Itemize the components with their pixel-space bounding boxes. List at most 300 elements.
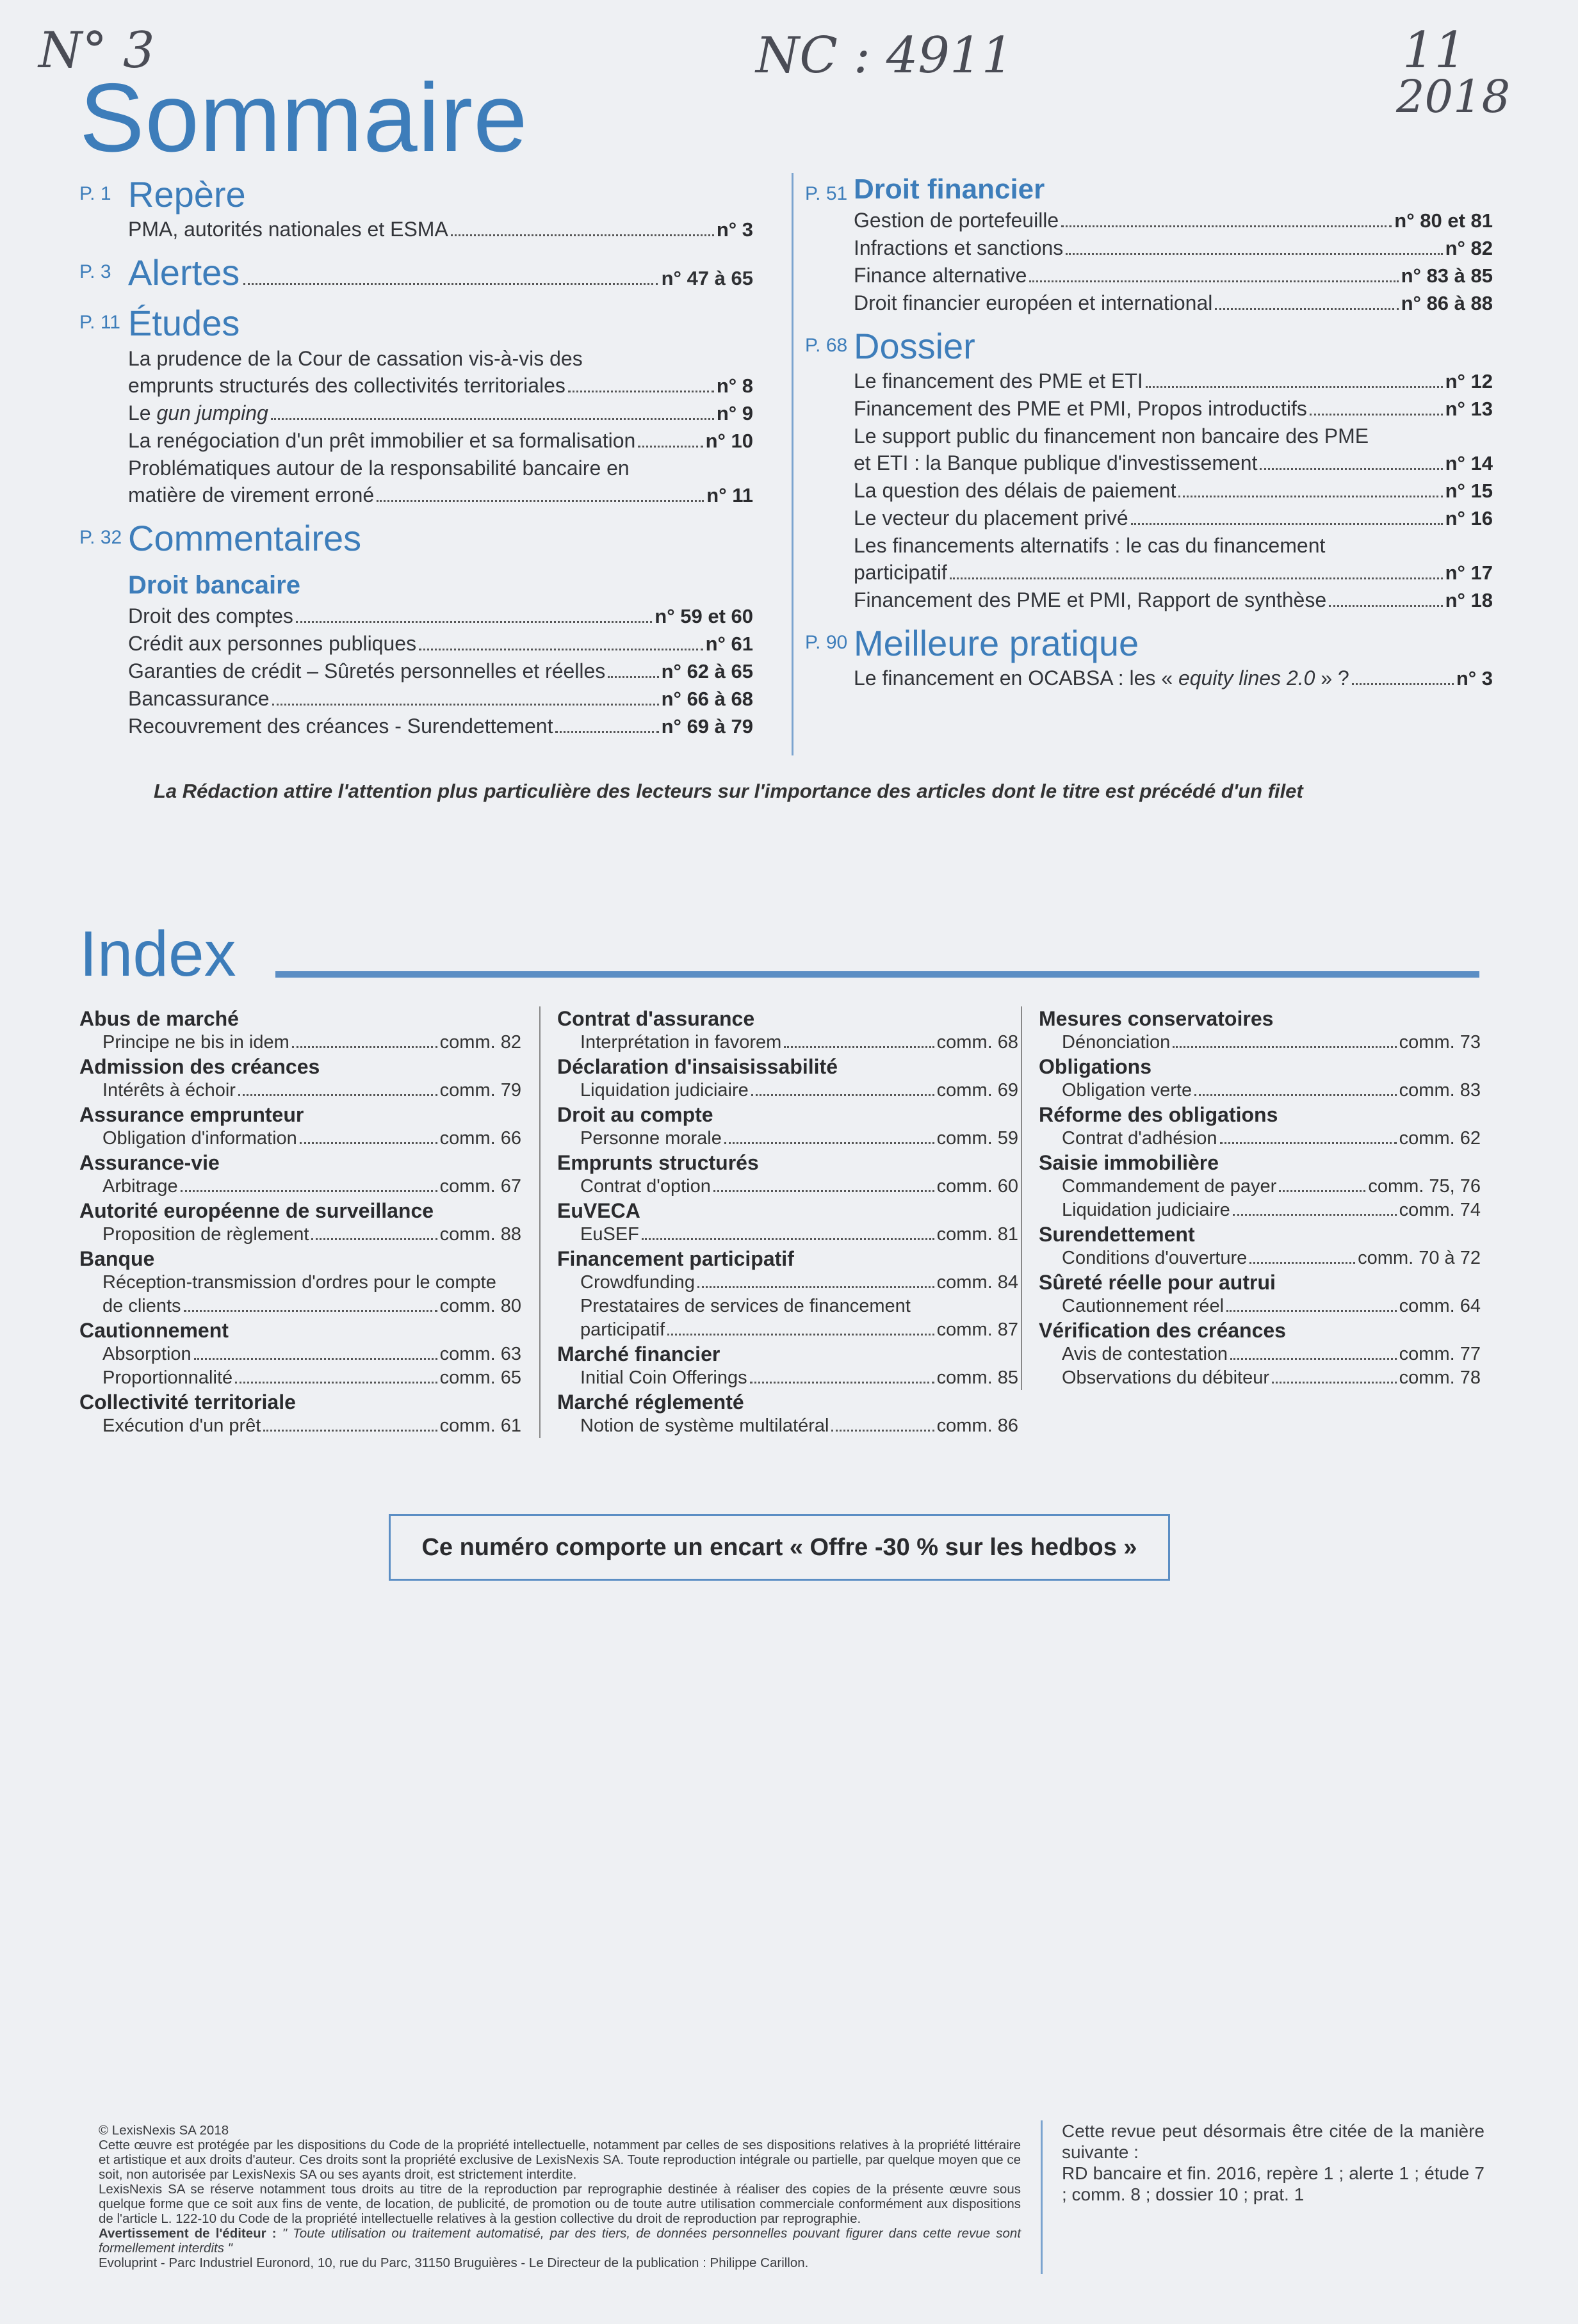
toc-entry: [128, 399, 753, 427]
dotted-leader: [292, 1046, 437, 1048]
toc-entry-row: [854, 477, 1493, 504]
toc-entry: [854, 207, 1493, 234]
index-item-label: Commandement de payer: [1062, 1176, 1277, 1197]
toc-entry-label: Bancassurance: [128, 686, 270, 710]
toc-entry-text: [854, 207, 1059, 234]
index-item: [557, 1079, 1018, 1102]
sommaire-title: Sommaire: [79, 63, 528, 172]
legal-paragraph-1: Cette œuvre est protégée par les dispositions du Code de la propriété intellectuelle, notamment par celles de ses dispositions relatives à la propriété littéraire et artistique et aux droits d'auteur. Ces droits sont la propriété exclusive de LexisNexis SA. Toute reproduction intégrale ou partielle, par quelque moyen que ce soit, non autorisée par LexisNexis SA ou ses ayants droit, est strictement interdite.: [99, 2138, 1021, 2182]
index-item: [1039, 1175, 1481, 1198]
dotted-leader: [724, 1142, 934, 1144]
editorial-note: La Rédaction attire l'attention plus particulière des lecteurs sur l'importance des articles dont le titre est précédé d'un filet: [154, 780, 1303, 802]
legal-paragraph-2: LexisNexis SA se réserve notamment tous droits au titre de la reproduction par reprographie destinée à réaliser des copies de la présente œuvre sous quelque forme que ce soit aux fins de vente, de location, de publicité, de promotion ou de toute autre utilisation commerciale conformément aux dispositions de l'article L. 122-10 du Code de la propriété intellectuelle relatives à la gestion collective du droit de reproduction par reprographie.: [99, 2182, 1021, 2226]
toc-entry-text: [128, 372, 565, 399]
index-item-ref: comm. 73: [1399, 1032, 1481, 1053]
index-item-ref: comm. 64: [1399, 1296, 1481, 1316]
handwritten-date-year: 2018: [1396, 70, 1511, 123]
dotted-leader: [1131, 523, 1443, 525]
index-item-label: Proposition de règlement: [102, 1224, 309, 1245]
toc-entry: [854, 289, 1493, 317]
index-item-ref: comm. 81: [936, 1224, 1018, 1245]
toc-entry: [128, 713, 753, 740]
dotted-leader: [1215, 308, 1398, 310]
toc-entry-label: emprunts structurés des collectivités territoriales: [128, 373, 565, 397]
toc-entry-number: n° 62 à 65: [661, 659, 753, 682]
toc-entry-row: [128, 481, 753, 509]
toc-section-title: Alertes: [128, 252, 240, 293]
dotted-leader: [1061, 225, 1392, 227]
dotted-leader: [419, 649, 703, 650]
toc-entry: [128, 427, 753, 455]
index-heading: Emprunts structurés: [557, 1151, 759, 1174]
toc-section-title: Commentaires: [128, 517, 362, 558]
index-item: [79, 1223, 521, 1247]
toc-entry: [128, 602, 753, 630]
index-item: [79, 1079, 521, 1102]
dotted-leader: [1233, 1214, 1397, 1216]
index-item-ref: comm. 88: [439, 1224, 521, 1245]
index-heading: EuVECA: [557, 1199, 640, 1222]
toc-section-heading-row: [128, 251, 753, 294]
index-item-ref: comm. 66: [439, 1128, 521, 1149]
index-heading: Sûreté réelle pour autrui: [1039, 1271, 1276, 1294]
handwritten-date-day: 11: [1403, 22, 1467, 79]
dotted-leader: [272, 704, 659, 706]
toc-entry: [128, 685, 753, 713]
toc-entry-label: Financement des PME et PMI, Rapport de synthèse: [854, 588, 1327, 611]
toc-entry-row: [128, 630, 753, 658]
index-item-ref: comm. 60: [936, 1176, 1018, 1197]
toc-entry-row: [128, 713, 753, 740]
index-heading: Obligations: [1039, 1055, 1151, 1078]
toc-entry: [128, 345, 753, 399]
toc-section: [805, 173, 1493, 317]
index-item-label: Observations du débiteur: [1062, 1368, 1270, 1388]
toc-entry-label: La question des délais de paiement: [854, 478, 1176, 502]
dotted-leader: [194, 1358, 437, 1360]
citation-intro: Cette revue peut désormais être citée de la manière suivante :: [1062, 2121, 1484, 2162]
legal-footer: [99, 2123, 1021, 2270]
toc-section-page: P. 3: [79, 261, 111, 283]
index-item-label: Initial Coin Offerings: [580, 1368, 747, 1388]
index-item-ref: comm. 59: [936, 1128, 1018, 1149]
index-item-label: Cautionnement réel: [1062, 1296, 1224, 1316]
toc-entry-row: [854, 234, 1493, 262]
dotted-leader: [235, 1382, 437, 1384]
dotted-leader: [263, 1430, 437, 1432]
dotted-leader: [1173, 1046, 1396, 1048]
index-item-line: Prestataires de services de financement: [580, 1296, 911, 1316]
index-heading: Déclaration d'insaisissabilité: [557, 1055, 838, 1078]
dotted-leader: [667, 1334, 934, 1335]
dotted-leader: [1329, 605, 1442, 607]
toc-entry-prefix: Le: [128, 401, 157, 424]
toc-entry-text: [854, 234, 1063, 261]
handwritten-nc-number: NC : 4911: [756, 27, 1014, 85]
toc-entry-label: Recouvrement des créances - Surendettement: [128, 714, 553, 738]
toc-entry-number: n° 3: [1456, 667, 1493, 690]
toc-entry-text: [854, 559, 947, 586]
index-item: [557, 1366, 1018, 1390]
publisher-warning: Avertissement de l'éditeur : " Toute utilisation ou traitement automatisé, par des tiers, de données personnelles pouvant figurer dans cette revue sont formellement interdits ": [99, 2226, 1021, 2255]
dotted-leader: [697, 1286, 934, 1288]
handwritten-issue-number: N° 3: [38, 22, 155, 79]
toc-entry-label: matière de virement erroné: [128, 483, 375, 506]
toc-section: [79, 173, 753, 243]
toc-entry-row: [854, 207, 1493, 234]
index-item-label: Principe ne bis in idem: [102, 1032, 289, 1053]
toc-entry-number: n° 80 et 81: [1394, 209, 1493, 232]
dotted-leader: [608, 676, 658, 678]
index-item: [79, 1031, 521, 1054]
index-item-label: Arbitrage: [102, 1176, 178, 1197]
index-item-label: Interprétation in favorem: [580, 1032, 782, 1053]
index-item-label: Obligation verte: [1062, 1080, 1192, 1101]
toc-section-page: P. 1: [79, 183, 111, 204]
toc-entry-number: n° 61: [705, 632, 753, 655]
toc-entry-row: [128, 658, 753, 685]
dotted-leader: [1178, 496, 1442, 497]
dotted-leader: [1220, 1142, 1397, 1144]
dotted-leader: [271, 418, 714, 420]
toc-entry-text: [128, 713, 553, 739]
index-item: [557, 1031, 1018, 1054]
dotted-leader: [1272, 1382, 1397, 1384]
toc-entry-number: n° 13: [1445, 397, 1493, 420]
dotted-leader: [377, 500, 704, 502]
index-item-label: Proportionnalité: [102, 1368, 233, 1388]
toc-entry: [128, 216, 753, 243]
toc-entry-line: La prudence de la Cour de cassation vis-à-vis des: [128, 346, 583, 370]
index-item-ref: comm. 84: [936, 1272, 1018, 1293]
index-item-ref: comm. 79: [439, 1080, 521, 1101]
index-item: [1039, 1031, 1481, 1054]
toc-entry-text: [854, 477, 1176, 504]
toc-entry-row: [854, 586, 1493, 614]
index-item-label: Notion de système multilatéral: [580, 1416, 829, 1436]
index-item: [1039, 1198, 1481, 1222]
toc-entry: [854, 532, 1493, 586]
toc-entry-label: Droit financier européen et international: [854, 291, 1213, 314]
index-column-3: [1021, 1006, 1481, 1390]
index-item: [1039, 1127, 1481, 1150]
toc-section-page: P. 90: [805, 631, 848, 653]
index-item-ref: comm. 70 à 72: [1358, 1248, 1481, 1268]
toc-entry-row: [128, 399, 753, 427]
toc-entry-row: [854, 262, 1493, 289]
index-item-ref: comm. 77: [1399, 1344, 1481, 1364]
index-item-label: participatif: [580, 1319, 665, 1340]
toc-entry-label: Garanties de crédit – Sûretés personnelles et réelles: [128, 659, 606, 682]
index-title-rule: [275, 971, 1479, 978]
dotted-leader: [296, 621, 652, 623]
toc-section-title: Études: [128, 303, 240, 344]
toc-entry-row: [854, 449, 1493, 477]
citation-reference: RD bancaire et fin. 2016, repère 1 ; alerte 1 ; étude 7 ; comm. 8 ; dossier 10 ; prat. 1: [1062, 2163, 1484, 2204]
toc-entry: [854, 395, 1493, 423]
toc-entry-number: n° 86 à 88: [1401, 291, 1493, 314]
index-item: [1039, 1079, 1481, 1102]
toc-entry-row: [854, 289, 1493, 317]
toc-entry: [854, 586, 1493, 614]
index-heading: Droit au compte: [557, 1103, 713, 1126]
toc-entry-label: Le vecteur du placement privé: [854, 506, 1128, 529]
sommaire-right-column: [792, 173, 1493, 755]
toc-entry-label: PMA, autorités nationales et ESMA: [128, 218, 448, 241]
dotted-leader: [1029, 280, 1398, 282]
toc-section: [805, 325, 1493, 614]
index-heading: Contrat d'assurance: [557, 1007, 755, 1030]
toc-section-title: Repère: [128, 174, 246, 214]
toc-entry-label: Financement des PME et PMI, Propos introductifs: [854, 396, 1307, 420]
toc-entry-number: n° 15: [1445, 479, 1493, 502]
index-item-ref: comm. 68: [936, 1032, 1018, 1053]
dotted-leader: [238, 1094, 437, 1096]
index-item: [79, 1127, 521, 1150]
toc-section-page: P. 68: [805, 334, 848, 356]
dotted-leader: [831, 1430, 934, 1432]
index-item-ref: comm. 63: [439, 1344, 521, 1364]
index-item: [557, 1318, 1018, 1342]
toc-entry-number: n° 82: [1445, 236, 1493, 259]
toc-entry: [854, 504, 1493, 532]
toc-entry-text: [128, 685, 270, 712]
index-item: [557, 1175, 1018, 1198]
toc-entry-number: n° 8: [716, 374, 753, 397]
toc-entry-row: [128, 216, 753, 243]
index-column-1: [79, 1006, 521, 1438]
index-item-ref: comm. 67: [439, 1176, 521, 1197]
toc-entry-label: » ?: [1315, 666, 1349, 690]
index-heading: Mesures conservatoires: [1039, 1007, 1274, 1030]
index-column-2: [539, 1006, 1018, 1438]
toc-entry-text: [854, 367, 1143, 394]
toc-entry: [854, 234, 1493, 262]
index-item: [1039, 1295, 1481, 1318]
toc-entry-number: n° 16: [1445, 506, 1493, 529]
toc-entry: [854, 367, 1493, 395]
dotted-leader: [713, 1190, 934, 1192]
index-item-ref: comm. 78: [1399, 1368, 1481, 1388]
toc-entry: [854, 665, 1493, 692]
printer-line: Evoluprint - Parc Industriel Euronord, 10, rue du Parc, 31150 Bruguières - Le Directeur de la publication : Philippe Carillon.: [99, 2255, 809, 2270]
toc-entry-row: [854, 395, 1493, 423]
index-heading: Banque: [79, 1247, 155, 1270]
index-item-ref: comm. 83: [1399, 1080, 1481, 1101]
toc-section-title: Dossier: [854, 325, 975, 366]
index-item-label: Liquidation judiciaire: [1062, 1200, 1230, 1220]
toc-entry-text: [854, 449, 1257, 476]
toc-entry-text: [128, 427, 635, 454]
toc-entry-italic: equity lines 2.0: [1178, 666, 1315, 690]
index-heading: Assurance-vie: [79, 1151, 220, 1174]
dotted-leader: [784, 1046, 934, 1048]
index-heading: Saisie immobilière: [1039, 1151, 1219, 1174]
toc-section-title: Droit financier: [854, 173, 1045, 205]
toc-entry-label: Gestion de portefeuille: [854, 208, 1059, 232]
citation-box: [1041, 2120, 1484, 2274]
index-item-label: de clients: [102, 1296, 181, 1316]
index-heading: Cautionnement: [79, 1319, 229, 1342]
toc-entry-number: n° 18: [1445, 588, 1493, 611]
toc-entry-text: [128, 481, 374, 508]
toc-entry-number: n° 10: [705, 429, 753, 452]
dotted-leader: [181, 1190, 437, 1192]
toc-entry-number: n° 66 à 68: [661, 687, 753, 710]
index-item-label: Contrat d'option: [580, 1176, 711, 1197]
toc-entry: [128, 630, 753, 658]
dotted-leader: [1146, 386, 1443, 388]
toc-section: [79, 251, 753, 294]
index-item: [1039, 1343, 1481, 1366]
toc-entry: [128, 455, 753, 509]
index-item-line: Réception-transmission d'ordres pour le compte: [102, 1272, 496, 1293]
index-item-ref: comm. 74: [1399, 1200, 1481, 1220]
toc-section: [805, 622, 1493, 692]
index-item-label: Intérêts à échoir: [102, 1080, 236, 1101]
dotted-leader: [1230, 1358, 1397, 1360]
toc-entry-row: [128, 372, 753, 399]
toc-entry-text: [128, 216, 448, 243]
dotted-leader: [1194, 1094, 1397, 1096]
toc-entry-line: Les financements alternatifs : le cas du financement: [854, 533, 1326, 557]
dotted-leader: [1352, 683, 1454, 685]
toc-entry-label: Crédit aux personnes publiques: [128, 631, 417, 655]
toc-entry: [128, 658, 753, 685]
index-item: [79, 1175, 521, 1198]
toc-entry-row: [854, 665, 1493, 692]
dotted-leader: [1066, 253, 1442, 255]
toc-entry-number: n° 69 à 79: [661, 714, 753, 738]
toc-entry-label: participatif: [854, 560, 947, 584]
toc-entry-prefix: Le financement en OCABSA : les «: [854, 666, 1178, 690]
toc-entry: [854, 262, 1493, 289]
index-title: Index: [79, 918, 236, 990]
index-item-label: Dénonciation: [1062, 1032, 1171, 1053]
dotted-leader: [243, 283, 657, 285]
toc-entry-label: et ETI : la Banque publique d'investissement: [854, 451, 1258, 474]
index-item: [79, 1414, 521, 1438]
dotted-leader: [642, 1238, 934, 1240]
index-heading: Assurance emprunteur: [79, 1103, 304, 1126]
index-heading: Vérification des créances: [1039, 1319, 1286, 1342]
toc-entry-text: [128, 630, 416, 657]
index-item: [1039, 1247, 1481, 1270]
dotted-leader: [568, 391, 714, 392]
index-item: [557, 1414, 1018, 1438]
index-item: [1039, 1366, 1481, 1390]
index-heading: Marché financier: [557, 1343, 720, 1366]
toc-entry-text: [128, 602, 293, 629]
toc-entry-number: n° 12: [1445, 369, 1493, 392]
index-item-label: Exécution d'un prêt: [102, 1416, 261, 1436]
toc-entry-row: [128, 685, 753, 713]
dotted-leader: [300, 1142, 437, 1144]
toc-entry-line: Le support public du financement non bancaire des PME: [854, 424, 1369, 448]
index-item: [557, 1127, 1018, 1150]
index-item-label: EuSEF: [580, 1224, 639, 1245]
copyright-line: © LexisNexis SA 2018: [99, 2123, 229, 2138]
toc-entry-line: Problématiques autour de la responsabilité bancaire en: [128, 456, 630, 480]
index-item-label: Obligation d'information: [102, 1128, 297, 1149]
index-item-ref: comm. 87: [936, 1319, 1018, 1340]
dotted-leader: [1310, 414, 1443, 416]
index-heading: Abus de marché: [79, 1007, 239, 1030]
toc-entry-text: [854, 395, 1307, 422]
index-item: [79, 1295, 521, 1318]
toc-entry-text: [128, 658, 605, 684]
index-item-ref: comm. 65: [439, 1368, 521, 1388]
index-item-label: Liquidation judiciaire: [580, 1080, 749, 1101]
toc-entry-number: n° 17: [1445, 561, 1493, 584]
toc-entry-row: [854, 504, 1493, 532]
toc-section-page: P. 32: [79, 526, 122, 548]
toc-section-page: P. 11: [79, 312, 120, 334]
toc-section-number: n° 47 à 65: [661, 267, 753, 290]
insert-notice-box: Ce numéro comporte un encart « Offre -30 % sur les hedbos »: [389, 1514, 1170, 1581]
toc-section: [79, 517, 753, 740]
toc-subsection-title: Droit bancaire: [128, 570, 300, 599]
toc-entry-label: La renégociation d'un prêt immobilier et sa formalisation: [128, 428, 636, 452]
toc-entry-row: [854, 367, 1493, 395]
index-item-ref: comm. 69: [936, 1080, 1018, 1101]
toc-entry-label: Infractions et sanctions: [854, 236, 1064, 259]
index-item-ref: comm. 61: [439, 1416, 521, 1436]
dotted-leader: [1279, 1190, 1365, 1192]
index-item-ref: comm. 75, 76: [1368, 1176, 1481, 1197]
index-item-ref: comm. 82: [439, 1032, 521, 1053]
toc-entry-row: [854, 559, 1493, 586]
index-item: [557, 1223, 1018, 1247]
toc-entry-label: Finance alternative: [854, 263, 1027, 287]
toc-entry-label: Droit des comptes: [128, 604, 293, 627]
toc-entry-text: [854, 289, 1212, 316]
sommaire-left-column: [79, 173, 753, 748]
dotted-leader: [950, 577, 1443, 579]
index-heading: Admission des créances: [79, 1055, 320, 1078]
index-heading: Marché réglementé: [557, 1391, 744, 1414]
toc-entry-row: [128, 427, 753, 455]
index-item-ref: comm. 62: [1399, 1128, 1481, 1149]
index-item-label: Crowdfunding: [580, 1272, 695, 1293]
toc-entry-number: n° 3: [716, 218, 753, 241]
index-item: [79, 1366, 521, 1390]
index-item-label: Personne morale: [580, 1128, 722, 1149]
index-item-ref: comm. 80: [439, 1296, 521, 1316]
toc-entry-text: [854, 586, 1326, 613]
toc-entry-italic: gun jumping: [156, 401, 268, 424]
dotted-leader: [451, 234, 714, 236]
dotted-leader: [750, 1382, 934, 1384]
dotted-leader: [311, 1238, 437, 1240]
toc-entry-text: [854, 504, 1128, 531]
toc-section: [79, 302, 753, 508]
toc-entry: [854, 477, 1493, 504]
index-item-label: Absorption: [102, 1344, 191, 1364]
toc-section-title: Meilleure pratique: [854, 622, 1139, 663]
toc-entry-text: [854, 262, 1027, 289]
toc-entry-label: Le financement des PME et ETI: [854, 369, 1143, 392]
toc-entry-row: [128, 602, 753, 630]
index-item-ref: comm. 86: [936, 1416, 1018, 1436]
toc-entry: [854, 423, 1493, 477]
dotted-leader: [638, 446, 703, 448]
index-heading: Autorité européenne de surveillance: [79, 1199, 434, 1222]
toc-section-page: P. 51: [805, 183, 848, 204]
dotted-leader: [1260, 468, 1442, 470]
toc-entry-number: n° 14: [1445, 451, 1493, 474]
index-item-ref: comm. 85: [936, 1368, 1018, 1388]
